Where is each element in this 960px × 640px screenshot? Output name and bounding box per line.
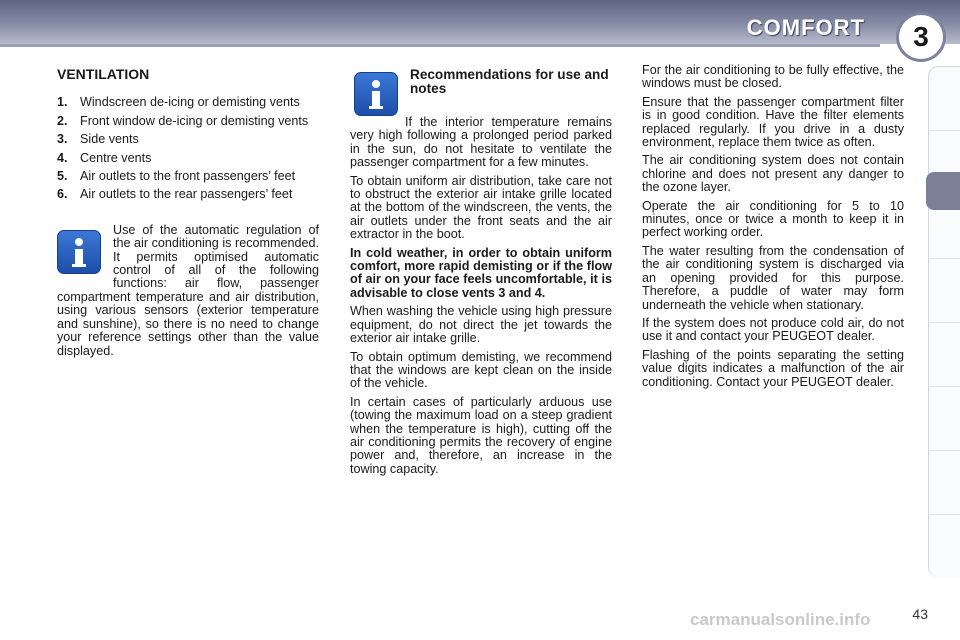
paragraph: When washing the vehicle using high pressure equipment, do not direct the jet towards the exterior air intake grille. [350, 304, 612, 346]
paragraph: Operate the air conditioning for 5 to 10 minutes, once or twice a month to keep it in perfect working order. [642, 198, 904, 240]
list-item [57, 96, 319, 109]
item-number: 6. [57, 187, 68, 202]
item-number: 5. [57, 169, 68, 184]
item-text: Windscreen de-icing or demisting vents [80, 95, 300, 110]
item-text: Air outlets to the front passengers’ feet [80, 169, 296, 184]
paragraph: Ensure that the passenger compartment filter is in good condition. Have the filter elements replaced regularly. If you drive in a dusty environment, replace them twice as often. [642, 94, 904, 150]
item-text: Side vents [80, 132, 139, 147]
info-icon [354, 72, 398, 116]
chapter-number-badge: 3 [896, 12, 946, 62]
notes-column [642, 64, 904, 394]
info-text: Use of the automatic regulation of the air conditioning is recommended. It permits optimised automatic control of all of the following functions: air flow, passenger compartment temperature and air distribution, using various sensors (exterior temperature and sunshine), so there is no need to change your reference settings other than the value displayed. [57, 222, 319, 358]
chapter-tab[interactable] [929, 387, 960, 451]
page-number: 43 [912, 606, 928, 622]
list-item [57, 133, 319, 146]
paragraph: If the interior temperature remains very high following a prolonged period parked in the sun, do not hesitate to ventilate the passenger compartment for a few minutes. [350, 115, 612, 170]
section-title: VENTILATION [57, 66, 150, 82]
info-note [57, 224, 319, 358]
header-rule [0, 44, 880, 47]
paragraph: The air conditioning system does not contain chlorine and does not present any danger to the ozone layer. [642, 153, 904, 195]
list-item [57, 115, 319, 128]
chapter-tab[interactable] [929, 451, 960, 515]
item-text: Centre vents [80, 150, 152, 165]
item-number: 4. [57, 150, 68, 165]
chapter-tab-active[interactable] [926, 172, 960, 210]
list-item [57, 188, 319, 201]
paragraph: In certain cases of particularly arduous use (towing the maximum load on a steep gradient when the temperature is high), cutting off the air conditioning permits the recovery of engine power and, therefore, an increase in the towing capacity. [350, 394, 612, 476]
chapter-tab[interactable] [929, 259, 960, 323]
watermark: carmanualsonline.info [690, 610, 871, 629]
paragraph: For the air conditioning to be fully effective, the windows must be closed. [642, 63, 904, 91]
info-icon [57, 230, 101, 274]
chapter-tab[interactable] [929, 323, 960, 387]
ventilation-column [57, 64, 319, 358]
item-text: Front window de-icing or demisting vents [80, 113, 309, 128]
chapter-title: COMFORT [746, 15, 865, 40]
item-number: 1. [57, 95, 68, 110]
paragraph: To obtain uniform air distribution, take care not to obstruct the exterior air intake grille located at the bottom of the windscreen, the vents, the air outlets under the front seats and the air extractor in the boot. [350, 173, 612, 242]
vent-list [57, 96, 319, 201]
paragraph: The water resulting from the condensation of the air conditioning system is discharged via an opening provided for this purpose. Therefore, a puddle of water may form underneath the vehicle when stationary. [642, 243, 904, 312]
paragraph: To obtain optimum demisting, we recommend that the windows are kept clean on the inside of the vehicle. [350, 349, 612, 391]
list-item [57, 170, 319, 183]
recommendations-title: Recommendations for use and notes [410, 67, 609, 96]
item-text: Air outlets to the rear passengers’ feet [80, 187, 293, 202]
paragraph-emphasis: In cold weather, in order to obtain uniform comfort, more rapid demisting or if the flow of air on your face feels uncomfortable, it is advisable to close vents 3 and 4. [350, 245, 612, 300]
item-number: 2. [57, 113, 68, 128]
recommendations-header [350, 64, 612, 116]
paragraph: If the system does not produce cold air, do not use it and contact your PEUGEOT dealer. [642, 315, 904, 344]
chapter-tabs [928, 66, 960, 577]
list-item [57, 152, 319, 165]
paragraph: Flashing of the points separating the setting value digits indicates a malfunction of the air conditioning. Contact your PEUGEOT dealer. [642, 347, 904, 389]
chapter-tab[interactable] [929, 67, 960, 131]
recommendations-column [350, 64, 612, 481]
item-number: 3. [57, 132, 68, 147]
